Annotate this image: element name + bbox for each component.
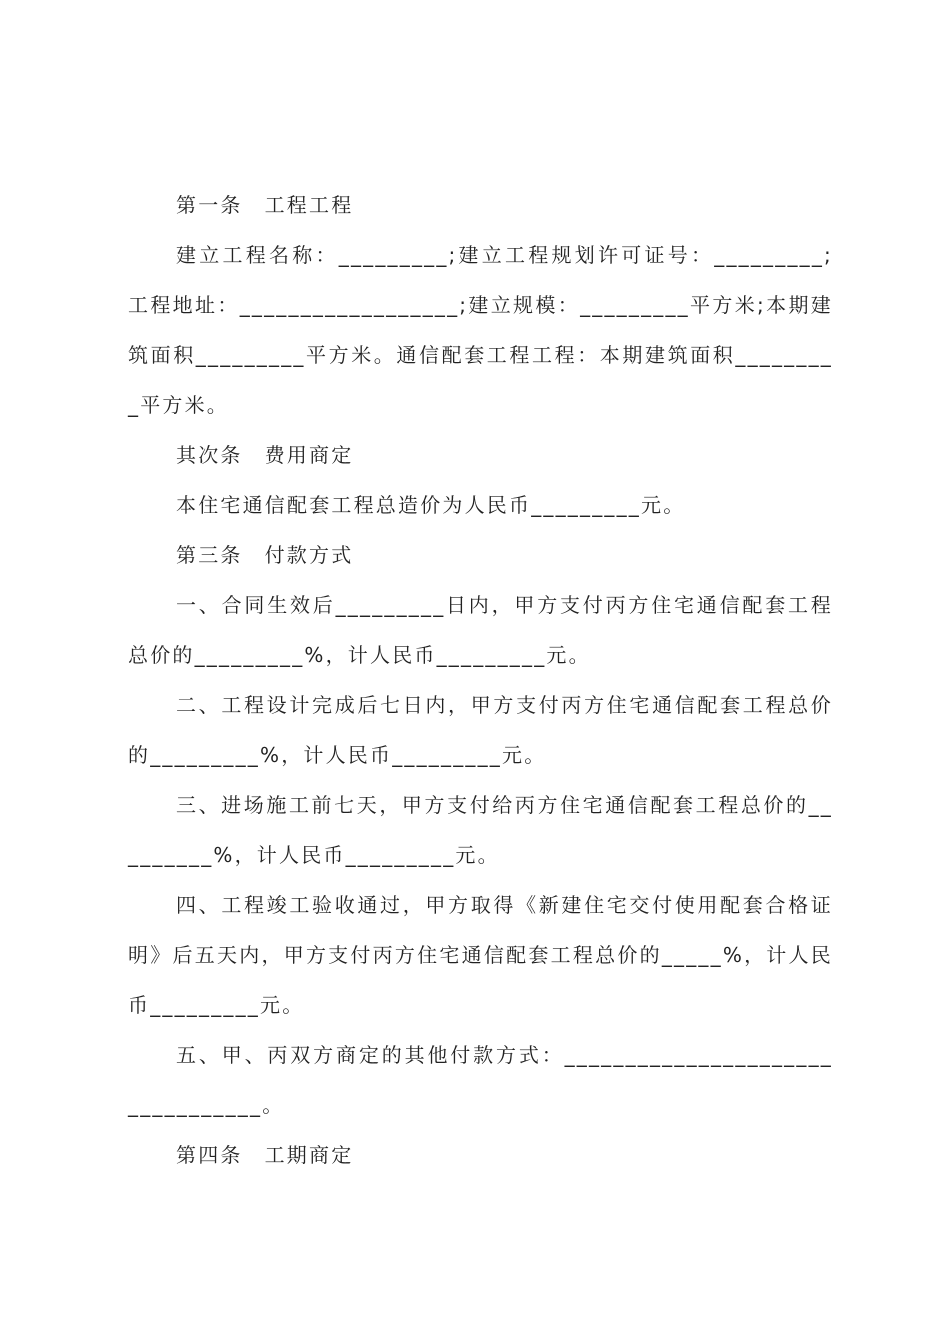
article-1-title: 工程工程 (264, 193, 354, 217)
article-4-number: 第四条 (176, 1143, 243, 1167)
article-3-number: 第三条 (176, 543, 243, 567)
article-3-title: 付款方式 (264, 543, 354, 567)
article-1-heading (128, 180, 833, 230)
payment-item-4: 四、工程竣工验收通过，甲方取得《新建住宅交付使用配套合格证明》后五天内，甲方支付丙方住宅通信配套工程总价的_____%，计人民币_________元。 (128, 893, 833, 1017)
article-2-title: 费用商定 (264, 443, 354, 467)
payment-item-3: 三、进场施工前七天，甲方支付给丙方住宅通信配套工程总价的_________%，计人民币_________元。 (128, 793, 833, 867)
article-2-body: 本住宅通信配套工程总造价为人民币_________元。 (176, 493, 686, 517)
contract-body (128, 180, 833, 1180)
article-4-heading (128, 1130, 833, 1180)
article-3-heading (128, 530, 833, 580)
payment-item-5: 五、甲、丙双方商定的其他付款方式：_________________________________。 (128, 1043, 833, 1117)
article-2-heading (128, 430, 833, 480)
article-2-number: 其次条 (176, 443, 243, 467)
article-4-title: 工期商定 (264, 1143, 354, 1167)
payment-item-1: 一、合同生效后_________日内，甲方支付丙方住宅通信配套工程总价的_________%，计人民币_________元。 (128, 593, 833, 667)
article-1-number: 第一条 (176, 193, 243, 217)
payment-item-2: 二、工程设计完成后七日内，甲方支付丙方住宅通信配套工程总价的_________%，计人民币_________元。 (128, 693, 833, 767)
article-1-body: 建立工程名称：_________;建立工程规划许可证号：_________;工程地址：__________________;建立规模：_________平方米;本期建筑面积_________平方米。通信配套工程工程：本期建筑面积_________平方米。 (128, 243, 833, 417)
